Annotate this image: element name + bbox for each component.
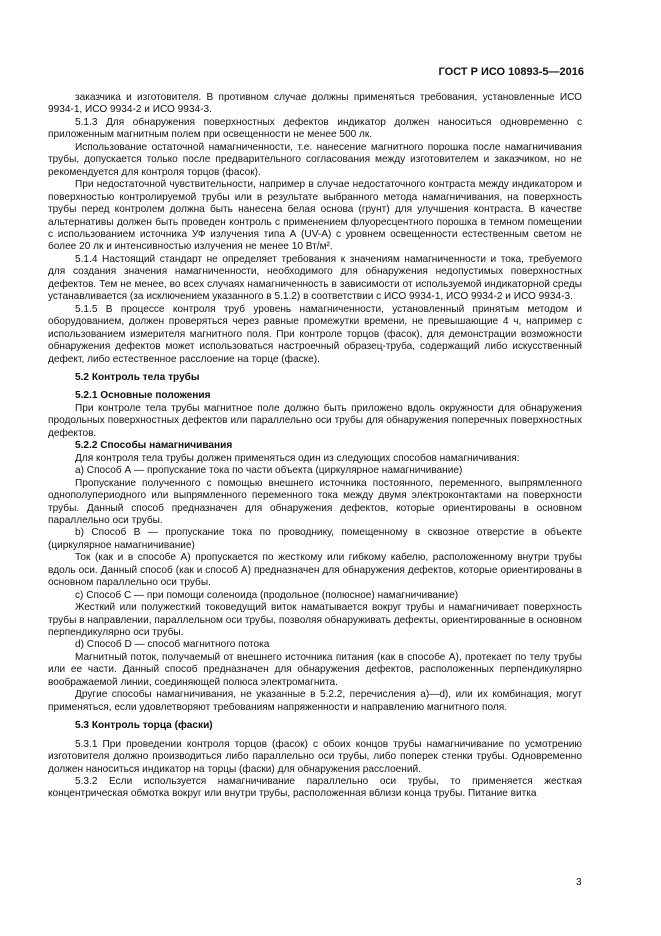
body-paragraph: Другие способы намагничивания, не указанные в 5.2.2, перечисления а)—d), или их комбинация, могут применяться, если удовлетворяют требованиям напряженности и направлению магнитного поля.: [48, 689, 582, 713]
body-paragraph: Магнитный поток, получаемый от внешнего источника питания (как в способе А), протекает по телу трубы или ее части. Данный способ предназначен для обнаружения дефектов, расположенных перпендикулярно воображаемой линии, соединяющей полюса электромагнита.: [48, 651, 582, 688]
section-heading: 5.3 Контроль торца (фаски): [75, 720, 213, 732]
body-paragraph: а) Способ А — пропускание тока по части объекта (циркулярное намагничивание): [75, 465, 463, 477]
body-paragraph: d) Способ D — способ магнитного потока: [75, 639, 270, 651]
body-paragraph: Ток (как и в способе А) пропускается по жесткому или гибкому кабелю, расположенному внутри трубы вдоль оси. Данный способ (как и способ А) предназначен для обнаружения дефектов, которые ориентированы в основном параллельно оси трубы.: [48, 552, 582, 589]
body-paragraph: 5.3.1 При проведении контроля торцов (фасок) с обоих концов трубы намагничивание по усмотрению изготовителя должно производиться либо параллельно оси трубы, либо поперек стенки трубы. Одновременно должен наноситься индикатор на торцы (фаски) для обнаружения расслоений.: [48, 738, 582, 775]
body-paragraph: 5.1.4 Настоящий стандарт не определяет требования к значениям намагниченности и тока, требуемого для создания значения намагниченности, необходимого для обнаружения недопустимых поверхностных дефектов. Тем не менее, во всех случаях намагниченность в зависимости от используемой индикаторной среды устанавливается (за исключением указанного в 5.1.2) в соответствии с ИСО 9934-1, ИСО 9934-2 и ИСО 9934-3.: [48, 253, 582, 303]
body-paragraph: заказчика и изготовителя. В противном случае должны применяться требования, установленные ИСО 9934-1, ИСО 9934-2 и ИСО 9934-3.: [48, 92, 582, 116]
body-paragraph: При недостаточной чувствительности, например в случае недостаточного контраста между индикатором и поверхностью контролируемой трубы или в результате выбранного метода намагничивания, на поверхность трубы перед контролем должна быть нанесена белая основа (грунт) для улучшения контраста. В качестве альтернативы должен быть проведен контроль с применением флуоресцентного порошка в темном помещении с использованием источника УФ излучения типа А (UV-A) с уровнем освещенности естественным светом не более 20 лк и интенсивностью излучения не менее 10 Вт/м².: [48, 179, 582, 253]
section-heading: 5.2 Контроль тела трубы: [75, 371, 200, 383]
body-paragraph: Использование остаточной намагниченности, т.е. нанесение магнитного порошка после намагничивания трубы, допускается только после предварительного согласования между изготовителем и заказчиком, но не рекомендуется для контроля торцов (фасок).: [48, 141, 582, 178]
body-paragraph: Пропускание полученного с помощью внешнего источника постоянного, переменного, выпрямленного однополупериодного или выпрямленного переменного тока между двумя электроконтактами на поверхности трубы. Данный способ предназначен для обнаружения дефектов, которые ориентированы в основном параллельно оси трубы.: [48, 477, 582, 526]
body-paragraph: 5.3.2 Если используется намагничивание параллельно оси трубы, то применяется жесткая концентрическая обмотка вокруг или внутри трубы, расположенная вблизи конца трубы. Питание витка: [48, 776, 582, 800]
body-paragraph: 5.1.5 В процессе контроля труб уровень намагниченности, установленный принятым методом и оборудованием, должен проверяться через равные промежутки времени, не превышающие 4 ч, например с использованием измерителя магнитного поля. При контроле торцов (фасок), для демонстрации возможности обнаружения дефектов может использоваться настроечный образец-труба, содержащий либо искусственный дефект, либо естественное расслоение на торце (фаске).: [48, 303, 582, 365]
body-paragraph: При контроле тела трубы магнитное поле должно быть приложено вдоль окружности для обнаружения продольных поверхностных дефектов или параллельно оси трубы для обнаружения поперечных поверхностных дефектов.: [48, 402, 582, 439]
body-paragraph: 5.1.3 Для обнаружения поверхностных дефектов индикатор должен наноситься одновременно с приложенным магнитным полем при освещенности не менее 500 лк.: [48, 116, 582, 141]
document-body: [48, 92, 582, 801]
document-header: ГОСТ Р ИСО 10893-5—2016: [438, 66, 584, 78]
body-paragraph: b) Способ В — пропускание тока по проводнику, помещенному в сквозное отверстие в объекте (циркулярное намагничивание): [48, 527, 582, 551]
page-number: 3: [576, 877, 582, 888]
section-heading: 5.2.1 Основные положения: [75, 390, 211, 402]
section-heading: 5.2.2 Способы намагничивания: [75, 440, 233, 452]
body-paragraph: Для контроля тела трубы должен применяться один из следующих способов намагничивания:: [75, 452, 520, 464]
body-paragraph: Жесткий или полужесткий токоведущий виток наматывается вокруг трубы и намагничивает поверхность трубы в направлении, параллельном оси трубы, позволяя обнаруживать дефекты, ориентированные в основном перпендикулярно оси трубы.: [48, 602, 582, 639]
body-paragraph: с) Способ С — при помощи соленоида (продольное (полюсное) намагничивание): [75, 589, 459, 601]
